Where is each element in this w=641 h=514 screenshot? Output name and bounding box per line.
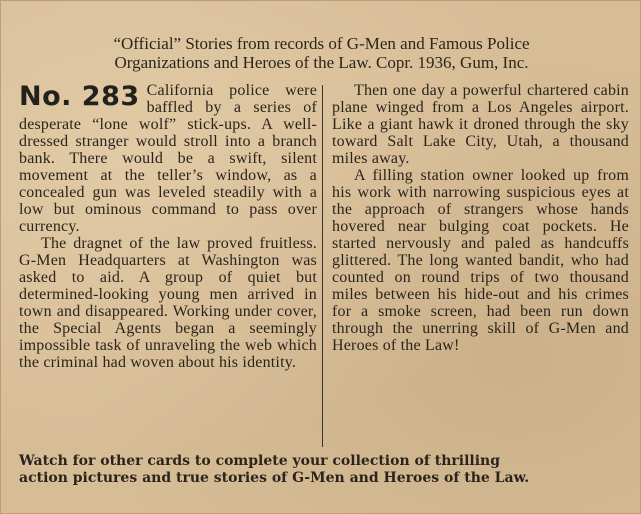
card-number: No. 283 [19,81,140,112]
footer-line-2: action pictures and true stories of G-Men and Heroes of the Law. [19,470,530,486]
story-paragraph-2: The dragnet of the law proved fruitless. G-Men Headquarters at Washington was asked to aid. A group of quiet but determined-looking young men arrived in town and disappeared. Working under cover, the Special Agents began a seemingly impossible task of unraveling the web which the criminal had woven about his identity. [19,235,317,371]
story-column-left [19,82,317,371]
column-divider [322,85,323,447]
story-paragraph-1: California police were baffled by a series of desperate “lone wolf” stick-ups. A well-dressed stranger would stroll into a branch bank. There would be a swift, silent movement at the teller’s window, as a concealed gun was leveled steadily with a low but ominous command to pass over currency. [19,82,317,235]
story-column-right [332,82,629,354]
header-line-2: Organizations and Heroes of the Law. Copr. 1936, Gum, Inc. [114,53,529,72]
footer-line-1: Watch for other cards to complete your collection of thrilling [19,453,501,469]
card-header [1,34,641,72]
header-line-1: “Official” Stories from records of G-Men and Famous Police [113,34,530,53]
card-footer [19,453,631,487]
story-paragraph-4: A filling station owner looked up from his work with narrowing suspicious eyes at the approach of strangers whose hands hovered near bulging coat pockets. He started nervously and paled as handcuffs glittered. The long wanted bandit, who had counted on round trips of two thousand miles between his hide-out and his crimes for a smoke screen, had been run down through the unerring skill of G-Men and Heroes of the Law! [332,167,629,354]
story-paragraph-3: Then one day a powerful chartered cabin plane winged from a Los Angeles airport. Like a giant hawk it droned through the sky toward Salt Lake City, Utah, a thousand miles away. [332,82,629,167]
